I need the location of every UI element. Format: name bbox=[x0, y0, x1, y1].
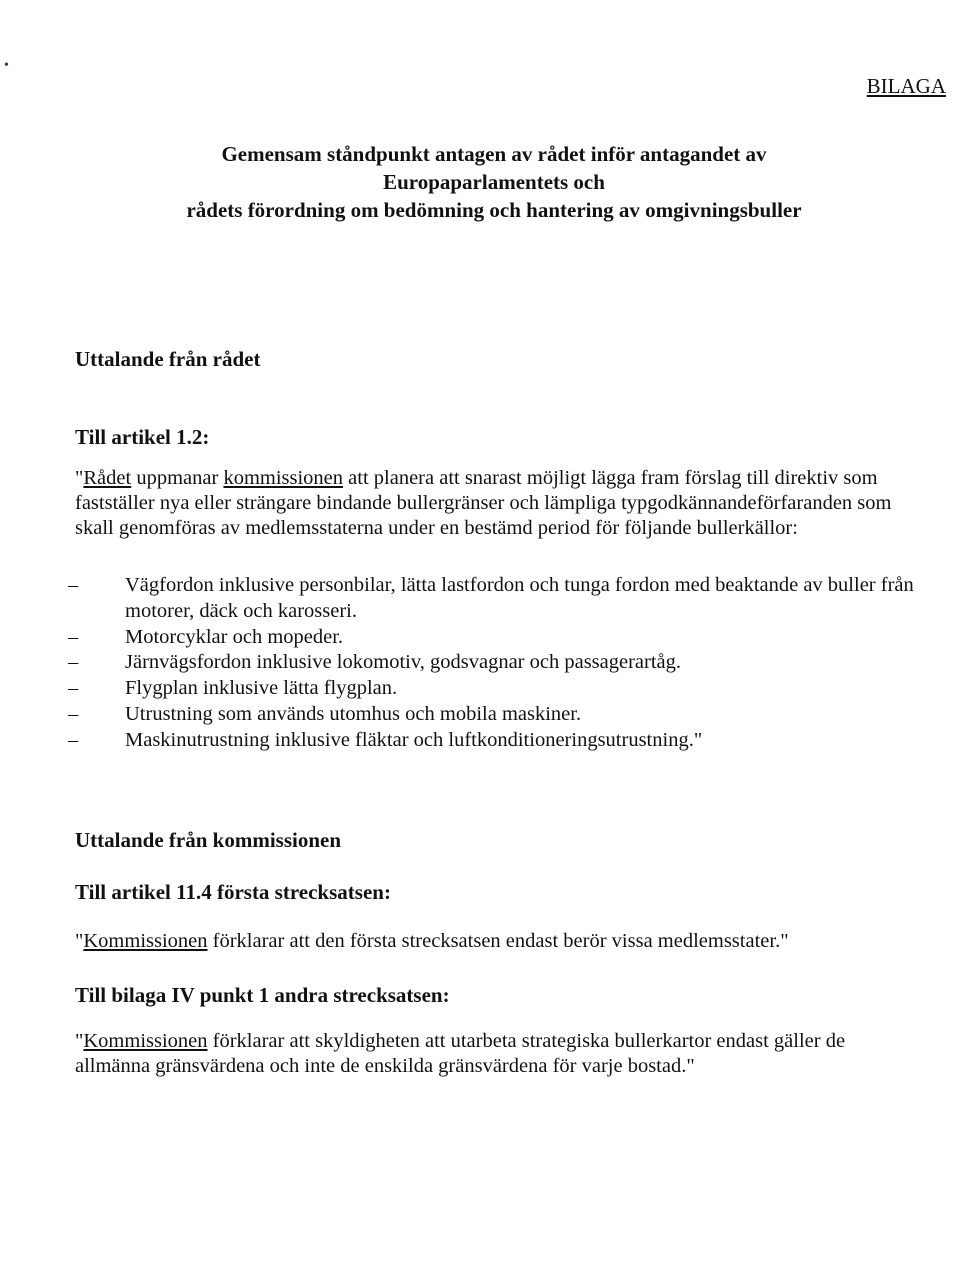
council-statement-paragraph bbox=[75, 466, 915, 541]
list-item bbox=[68, 625, 918, 651]
list-item-text: Vägfordon inklusive personbilar, lätta lastfordon och tunga fordon med beaktande av buller från motorer, däck och karosseri. bbox=[125, 574, 914, 622]
dash-marker: – bbox=[68, 651, 79, 674]
title-line-2: rådets förordning om bedömning och hantering av omgivningsbuller bbox=[186, 198, 802, 222]
quote-mark: " bbox=[75, 1030, 84, 1052]
article-1-2-heading: Till artikel 1.2: bbox=[75, 425, 210, 449]
underlined-word-kommissionen: Kommissionen bbox=[83, 930, 208, 952]
paragraph-text: förklarar att skyldigheten att utarbeta strategiska bullerkartor endast gäller de allmänna gränsvärdena och inte de enskilda gränsvärdena för varje bostad." bbox=[75, 1030, 846, 1077]
list-item bbox=[68, 650, 918, 676]
document-title bbox=[134, 140, 854, 224]
council-statement-heading: Uttalande från rådet bbox=[75, 347, 261, 371]
dash-marker: – bbox=[68, 574, 79, 596]
commission-paragraph-2 bbox=[75, 1029, 915, 1079]
underlined-word-kommissionen: kommissionen bbox=[223, 467, 344, 489]
list-item bbox=[68, 728, 918, 754]
dash-marker: – bbox=[68, 677, 79, 700]
list-item-text: Järnvägsfordon inklusive lokomotiv, godsvagnar och passagerartåg. bbox=[125, 651, 682, 674]
paragraph-text: uppmanar bbox=[131, 467, 224, 489]
list-item-text: Motorcyklar och mopeder. bbox=[125, 625, 344, 648]
list-item-text: Utrustning som används utomhus och mobila maskiner. bbox=[125, 702, 582, 725]
underlined-word-kommissionen: Kommissionen bbox=[83, 1030, 208, 1052]
list-item bbox=[68, 676, 918, 702]
list-item bbox=[68, 702, 918, 728]
list-item-text: Maskinutrustning inklusive fläktar och luftkonditioneringsutrustning." bbox=[125, 728, 703, 751]
list-item bbox=[68, 573, 918, 625]
dash-marker: – bbox=[68, 728, 79, 751]
noise-source-list bbox=[68, 573, 918, 754]
quote-mark: " bbox=[75, 467, 84, 489]
annex-label: BILAGA bbox=[866, 74, 946, 98]
paragraph-text: att planera att snarast möjligt lägga fram förslag till direktiv som fastställer nya eller strängare bindande bullergränser och lämpliga typgodkännandeförfaranden som skall genomföras av medlemsstaterna under en bestämd period för följande bullerkällor: bbox=[75, 467, 892, 539]
dash-marker: – bbox=[68, 702, 79, 725]
underlined-word-radet: Rådet bbox=[83, 467, 132, 489]
quote-mark: " bbox=[75, 930, 84, 952]
page-mark: • bbox=[4, 58, 9, 73]
title-line-1: Gemensam ståndpunkt antagen av rådet inför antagandet av Europaparlamentets och bbox=[221, 142, 767, 194]
article-11-4-heading: Till artikel 11.4 första strecksatsen: bbox=[75, 880, 391, 904]
commission-statement-heading: Uttalande från kommissionen bbox=[75, 828, 342, 852]
paragraph-text: förklarar att den första strecksatsen endast berör vissa medlemsstater." bbox=[207, 930, 789, 952]
dash-marker: – bbox=[68, 625, 79, 648]
commission-paragraph-1 bbox=[75, 929, 915, 954]
annex-iv-heading: Till bilaga IV punkt 1 andra strecksatsen: bbox=[75, 983, 450, 1007]
list-item-text: Flygplan inklusive lätta flygplan. bbox=[125, 677, 398, 700]
